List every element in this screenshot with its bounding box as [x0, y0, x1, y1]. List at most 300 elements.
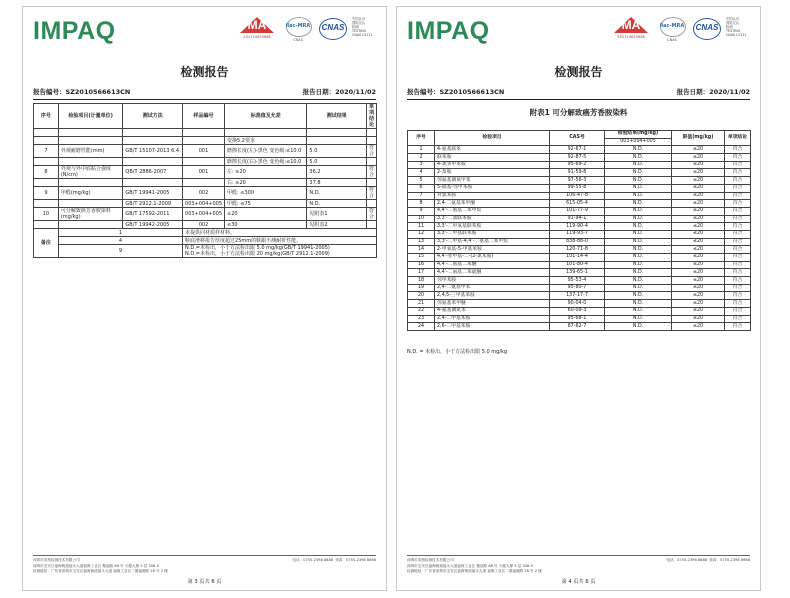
table-cell	[183, 129, 225, 137]
table-cell: N.D.	[605, 223, 672, 231]
table-cell: 符合	[725, 300, 751, 308]
table-cell: ≤20	[672, 246, 725, 254]
table-cell: ≤20	[672, 269, 725, 277]
table-cell: 4,4'-二氨基二苯醚	[435, 261, 550, 269]
table-row	[408, 307, 751, 315]
table-cell: 91-94-1	[550, 215, 605, 223]
table-cell: 见附表1	[307, 208, 367, 221]
table-cell: N.D.	[605, 169, 672, 177]
table-cell: 92-67-1	[550, 146, 605, 154]
table-cell: ≤20	[672, 284, 725, 292]
table-cell: 3	[408, 161, 435, 169]
table-row	[408, 300, 751, 308]
table-cell: 7	[408, 192, 435, 200]
table-cell: ≤20	[672, 161, 725, 169]
table-row	[408, 292, 751, 300]
table-cell	[366, 200, 376, 208]
table-cell: 符合	[725, 254, 751, 262]
table-cell: N.D.	[605, 230, 672, 238]
table-row	[408, 315, 751, 323]
table-row	[408, 230, 751, 238]
table-cell: 符合	[725, 192, 751, 200]
table-cell: 3,3'-二甲基联苯胺	[435, 230, 550, 238]
table-cell: 符合	[725, 307, 751, 315]
table-cell: 5	[408, 177, 435, 185]
remark-row	[34, 229, 377, 237]
table-cell: 10	[34, 208, 59, 221]
table-cell: N.D.	[605, 146, 672, 154]
table-cell: 邻甲苯胺	[435, 277, 550, 285]
table-cell: ≤20	[672, 207, 725, 215]
page-title: 检测报告	[554, 65, 603, 79]
table-cell: 17	[408, 269, 435, 277]
table-cell	[183, 137, 225, 145]
table-cell: ≤20	[672, 192, 725, 200]
table-cell: N.D.	[605, 184, 672, 192]
table-cell: 2,4-二氨基苯甲醚	[435, 200, 550, 208]
cma-mark-icon: MA 201719055948	[610, 17, 652, 43]
table-cell: 615-05-4	[550, 200, 605, 208]
table-cell: 甲醛: ≤75	[225, 200, 307, 208]
table-cell: 001	[183, 145, 225, 158]
table-cell: 见附表2	[307, 221, 367, 229]
table-cell: 符合	[366, 187, 376, 200]
table-cell: ≤20	[672, 169, 725, 177]
table-cell: 2,6-二甲基苯胺	[435, 323, 550, 331]
table-cell: ≤20	[672, 215, 725, 223]
table-cell: 符合	[725, 238, 751, 246]
table-cell: 92-87-5	[550, 154, 605, 162]
table-cell: ≤20	[672, 323, 725, 331]
table-cell: ≤20	[672, 200, 725, 208]
table-cell: ≤20	[672, 277, 725, 285]
table-cell: 4	[408, 169, 435, 177]
remark-number: 1	[58, 229, 182, 237]
table-cell: ≤20	[672, 223, 725, 231]
table-row	[34, 145, 377, 158]
table-row	[408, 177, 751, 185]
table-cell: ≤20	[672, 315, 725, 323]
table-row	[408, 246, 751, 254]
table-cell	[34, 158, 59, 166]
table-cell: ≤20	[672, 177, 725, 185]
table-cell: 符合	[725, 223, 751, 231]
table-cell	[123, 158, 183, 166]
remark-text: 鞋底滑移报告厚度超过25mm的鞋跟不测耐折性能。	[183, 237, 377, 245]
table-cell	[58, 137, 123, 145]
table-cell	[34, 221, 59, 229]
table-cell: 101-14-4	[550, 254, 605, 262]
table-cell: 99-55-8	[550, 184, 605, 192]
table-cell: N.D.	[605, 323, 672, 331]
table-cell: N.D.	[605, 284, 672, 292]
table-cell	[225, 129, 307, 137]
ilac-mra-mark-icon: ilac-MRA CNAS	[282, 17, 314, 43]
table-row	[34, 179, 377, 187]
col-header: 测试结果	[307, 104, 367, 129]
table-cell: 4-氨基联苯	[435, 146, 550, 154]
cnas-mark-icon: CNAS	[692, 17, 722, 43]
table-cell: 8	[34, 166, 59, 179]
table-cell: 左: ≥20	[225, 166, 307, 179]
table-cell: 符合	[725, 177, 751, 185]
table-cell: 119-93-7	[550, 230, 605, 238]
table-cell: N.D.	[605, 269, 672, 277]
table-cell: 13	[408, 238, 435, 246]
table-cell	[366, 129, 376, 137]
table-cell: 36.2	[307, 166, 367, 179]
col-header: 单项结论	[366, 104, 376, 129]
table-cell: N.D.	[605, 154, 672, 162]
table-cell: 137-17-7	[550, 292, 605, 300]
col-header: 检验项目	[435, 131, 550, 146]
table-cell: 符合	[366, 145, 376, 158]
table-cell: 符合	[725, 154, 751, 162]
report-number: SZ2010566613CN	[439, 88, 505, 96]
table-cell: N.D.	[605, 177, 672, 185]
table-cell: 2-甲氧基-5-甲基苯胺	[435, 246, 550, 254]
table-cell: 3,3'-二甲氧基联苯胺	[435, 223, 550, 231]
table-cell: 003+004+005	[183, 208, 225, 221]
table-cell: 符合	[725, 269, 751, 277]
col-header: 限值(mg/kg)	[672, 131, 725, 146]
table-cell: 11	[408, 223, 435, 231]
table-cell: ≤20	[672, 146, 725, 154]
col-header: 序号	[408, 131, 435, 146]
table-cell: GB/T 19941-2005	[123, 187, 183, 200]
table-cell	[123, 179, 183, 187]
table-cell: N.D.	[605, 207, 672, 215]
table-row	[408, 254, 751, 262]
table-cell	[34, 200, 59, 208]
table-cell	[366, 179, 376, 187]
table-cell: 符合	[725, 200, 751, 208]
table-cell	[34, 137, 59, 145]
table-cell: 95-68-1	[550, 315, 605, 323]
remark-text: 未提供同材质样材料。	[183, 229, 377, 237]
table-cell: 邻氨基偶氮甲苯	[435, 177, 550, 185]
table-cell: N.D.	[605, 192, 672, 200]
table-cell: 符合	[725, 277, 751, 285]
table-row	[408, 161, 751, 169]
table-cell	[123, 137, 183, 145]
brand-logo: IMPAQ	[407, 17, 490, 45]
table-cell: 符合	[725, 246, 751, 254]
detection-note: N.D. = 未检出，小于方法检出限 5.0 mg/kg	[407, 349, 508, 355]
table-cell: 符合	[725, 292, 751, 300]
col-header: 单项结论	[725, 131, 751, 146]
table-cell: GB/T 19942-2005	[123, 221, 183, 229]
table-cell: 2	[408, 154, 435, 162]
col-header: 检验结果(mg/kg)	[605, 131, 672, 139]
table-row	[34, 158, 377, 166]
table-row	[408, 284, 751, 292]
table-cell: 甲醛(mg/kg)	[58, 187, 123, 200]
table-cell: 002	[183, 221, 225, 229]
table-row	[34, 208, 377, 221]
table-row	[408, 146, 751, 154]
table-cell: 4-氨基偶氮苯	[435, 307, 550, 315]
remark-text: N.D.=未检出，小于方法检出限 5.0 mg/kg(GB/T 19941-2005) N.D.=未检出，小于方法检出限 20 mg/kg(GB/T 2912.1-2009)	[183, 245, 377, 258]
table-cell: ≤20	[672, 261, 725, 269]
table-cell: 符合	[725, 323, 751, 331]
table-cell: 14	[408, 246, 435, 254]
table-cell: N.D.	[605, 161, 672, 169]
table-cell: 838-88-0	[550, 238, 605, 246]
table-cell: 符合	[725, 284, 751, 292]
table-row	[408, 277, 751, 285]
table-cell: 2,4-二甲基苯胺	[435, 315, 550, 323]
table-cell: 97-56-3	[550, 177, 605, 185]
table-cell: 120-71-8	[550, 246, 605, 254]
page-title: 检测报告	[180, 65, 229, 79]
table-cell: 符合	[725, 207, 751, 215]
table-cell: N.D.	[605, 215, 672, 223]
table-cell	[34, 129, 59, 137]
table-cell: 95-53-4	[550, 277, 605, 285]
col-header: 检验项目(计量单位)	[58, 104, 123, 129]
table-cell: 甲醛: ≤300	[225, 187, 307, 200]
table-cell: N.D.	[605, 238, 672, 246]
col-header: 序号	[34, 104, 59, 129]
table-cell: 106-47-8	[550, 192, 605, 200]
table-cell: 19	[408, 284, 435, 292]
table-cell: 12	[408, 230, 435, 238]
table-cell: 外观耐磨性能(mm)	[58, 145, 123, 158]
table-cell: 9	[408, 207, 435, 215]
table-cell: 3,3'-二氯联苯胺	[435, 215, 550, 223]
table-cell: N.D.	[605, 300, 672, 308]
remark-row	[34, 237, 377, 245]
table-row	[34, 221, 377, 229]
table-cell: N.D.	[307, 187, 367, 200]
table-cell: 符合	[725, 146, 751, 154]
table-cell: 8	[408, 200, 435, 208]
table-cell: N.D.	[605, 315, 672, 323]
table-cell: ≤20	[672, 307, 725, 315]
table-cell	[34, 179, 59, 187]
table-cell: 6	[408, 184, 435, 192]
table-cell: 2,4-二氨基甲苯	[435, 284, 550, 292]
table-row	[34, 200, 377, 208]
table-cell: N.D.	[605, 307, 672, 315]
table-cell: GB/T 17592-2011	[123, 208, 183, 221]
table-cell: 15	[408, 254, 435, 262]
table-cell: 4-氯邻甲苯胺	[435, 161, 550, 169]
table-cell: 002	[183, 187, 225, 200]
table-cell: 右: ≥20	[225, 179, 307, 187]
table-cell: 95-80-7	[550, 284, 605, 292]
table-cell	[183, 158, 225, 166]
col-header: 样品编号	[183, 104, 225, 129]
table-cell	[58, 179, 123, 187]
table-cell: ≤20	[672, 238, 725, 246]
table-cell: 139-65-1	[550, 269, 605, 277]
table-cell: 101-77-9	[550, 207, 605, 215]
page-number: 第 4 页共 6 页	[561, 579, 596, 585]
brand-logo: IMPAQ	[33, 17, 116, 45]
table-cell: ≤30	[225, 221, 307, 229]
table-cell: N.D.	[605, 277, 672, 285]
table-cell	[366, 137, 376, 145]
table-cell	[123, 129, 183, 137]
table-cell: 符合	[725, 315, 751, 323]
table-cell: 联苯胺	[435, 154, 550, 162]
table-row	[408, 261, 751, 269]
table-row	[34, 129, 377, 137]
table-cell: 10	[408, 215, 435, 223]
table-cell: 3,3'-二甲基-4,4'-二氨基二苯甲烷	[435, 238, 550, 246]
table-row	[408, 192, 751, 200]
col-header: 标准值及允差	[225, 104, 307, 129]
col-header: CAS号	[550, 131, 605, 146]
table-cell: 2,4,5-三甲基苯胺	[435, 292, 550, 300]
table-cell: 87-62-7	[550, 323, 605, 331]
table-cell: 符合	[725, 169, 751, 177]
table-cell: 变换5.2要求	[225, 137, 307, 145]
table-cell: N.D.	[605, 200, 672, 208]
remark-row	[34, 245, 377, 258]
table-cell: 磨擦长度(右)-黑色 变色级:≤10.0	[225, 158, 307, 166]
test-results-table	[33, 103, 377, 258]
table-cell: ≤20	[225, 208, 307, 221]
report-date: 2020/11/02	[335, 88, 376, 96]
table-cell: 24	[408, 323, 435, 331]
table-cell: 符合	[725, 261, 751, 269]
certification-marks	[236, 17, 378, 43]
table-row	[408, 269, 751, 277]
table-row	[408, 200, 751, 208]
table-row	[408, 184, 751, 192]
table-cell: 95-69-2	[550, 161, 605, 169]
table-cell: N.D.	[605, 292, 672, 300]
table-cell	[366, 221, 376, 229]
table-cell: 2-萘胺	[435, 169, 550, 177]
table-cell: 4,4'-二氨基二苯甲烷	[435, 207, 550, 215]
table-cell: 符合	[725, 230, 751, 238]
appendix-title: 附表1 可分解致癌芳香胺染料	[529, 108, 628, 117]
page-footer: 深圳市英柏检测技术有限公司 电话：0755-2398 8888 传真：0755-2398 8668 深圳市宝安区福海街道福永大道福海工业区 聚福路 88 号 天健大厦 5 层 508-5 检测地址：广东省深圳市宝安区福海街道福永大道 福海工业区二期福港路 28 号 2 楼	[33, 555, 376, 575]
table-cell: GB/T 15107-2013 6.4	[123, 145, 183, 158]
table-cell: ≤20	[672, 154, 725, 162]
table-cell: 9	[34, 187, 59, 200]
table-cell: 符合	[725, 161, 751, 169]
table-cell: 邻氨基苯甲醚	[435, 300, 550, 308]
table-row	[408, 154, 751, 162]
amine-dye-table	[407, 130, 751, 331]
report-number: SZ2010566613CN	[65, 88, 131, 96]
table-cell: ≤20	[672, 254, 725, 262]
table-cell: 5.0	[307, 158, 367, 166]
table-cell: 23	[408, 315, 435, 323]
report-page-3	[22, 6, 387, 591]
table-cell: ≤20	[672, 292, 725, 300]
table-cell: ≤20	[672, 230, 725, 238]
remark-number: 9	[58, 245, 182, 258]
table-cell: 21	[408, 300, 435, 308]
table-row	[408, 169, 751, 177]
cnas-mark-icon: CNAS	[318, 17, 348, 43]
table-cell: 5.0	[307, 145, 367, 158]
table-cell: 4,4'-二氨基二苯硫醚	[435, 269, 550, 277]
table-cell: GB/T 2912.1-2009	[123, 200, 183, 208]
page-footer: 深圳市英柏检测技术有限公司 电话：0755-2398 8888 传真：0755-2398 8668 深圳市宝安区福海街道福永大道福海工业区 聚福路 88 号 天健大厦 5 层 508-5 检测地址：广东省深圳市宝安区福海街道福永大道 福海工业区二期福港路 28 号 2 楼	[407, 555, 750, 575]
table-cell	[183, 179, 225, 187]
table-cell: 4,4'-亚甲基-二-(2-氯苯胺)	[435, 254, 550, 262]
table-cell: 003+004+005	[183, 200, 225, 208]
table-cell: 18	[408, 277, 435, 285]
table-cell: 20	[408, 292, 435, 300]
table-cell	[58, 158, 123, 166]
table-cell	[307, 137, 367, 145]
table-cell: 符合	[366, 166, 376, 179]
table-cell: 5-硝基-邻甲苯胺	[435, 184, 550, 192]
table-cell: 001	[183, 166, 225, 179]
remark-number: 4	[58, 237, 182, 245]
table-cell: 符合	[366, 208, 376, 221]
table-cell: N.D.	[605, 261, 672, 269]
cma-mark-icon: MA 201719055948	[236, 17, 278, 43]
table-cell: N.D.	[605, 246, 672, 254]
page-number: 第 3 页共 6 页	[187, 579, 222, 585]
table-cell: 符合	[725, 215, 751, 223]
table-cell	[307, 129, 367, 137]
table-cell: 7	[34, 145, 59, 158]
cnas-caption: 中国认可 国际互认 检测 TESTING CNAS L5111	[726, 17, 747, 37]
report-page-4	[396, 6, 761, 591]
table-cell: 符合	[725, 184, 751, 192]
sample-id-header: 003+004+005	[605, 138, 672, 146]
table-row	[34, 166, 377, 179]
table-cell: 磨擦长度(左)-黑色 变色级:≤10.0	[225, 145, 307, 158]
table-cell: 37.8	[307, 179, 367, 187]
table-row	[408, 207, 751, 215]
report-meta: 报告编号：SZ2010566613CN 报告日期：2020/11/02	[33, 87, 376, 100]
table-row	[408, 323, 751, 331]
certification-marks	[610, 17, 752, 43]
table-cell: N.D.	[605, 254, 672, 262]
report-meta: 报告编号：SZ2010566613CN 报告日期：2020/11/02	[407, 87, 750, 100]
table-cell	[366, 158, 376, 166]
table-cell: 101-80-4	[550, 261, 605, 269]
table-cell	[58, 129, 123, 137]
table-cell: 对氯苯胺	[435, 192, 550, 200]
report-date: 2020/11/02	[709, 88, 750, 96]
remarks-label: 备注	[34, 229, 59, 258]
table-cell: ≤20	[672, 300, 725, 308]
col-header: 测试方法	[123, 104, 183, 129]
table-cell: QB/T 2886-2007	[123, 166, 183, 179]
table-cell: 可分解致癌芳香胺染料(mg/kg)	[58, 208, 123, 221]
cnas-caption: 中国认可 国际互认 检测 TESTING CNAS L5111	[352, 17, 373, 37]
table-cell: 60-09-3	[550, 307, 605, 315]
table-cell: 90-04-0	[550, 300, 605, 308]
table-cell: N.D.	[307, 200, 367, 208]
table-row	[34, 187, 377, 200]
table-row	[408, 238, 751, 246]
table-row	[408, 215, 751, 223]
table-row	[408, 223, 751, 231]
table-row	[34, 137, 377, 145]
table-cell: 外观与外中底粘合强度(N/cm)	[58, 166, 123, 179]
table-cell	[58, 200, 123, 208]
table-cell	[58, 221, 123, 229]
table-cell: 22	[408, 307, 435, 315]
table-cell: 119-90-4	[550, 223, 605, 231]
table-cell: ≤20	[672, 184, 725, 192]
table-cell: 91-59-8	[550, 169, 605, 177]
table-cell: 16	[408, 261, 435, 269]
